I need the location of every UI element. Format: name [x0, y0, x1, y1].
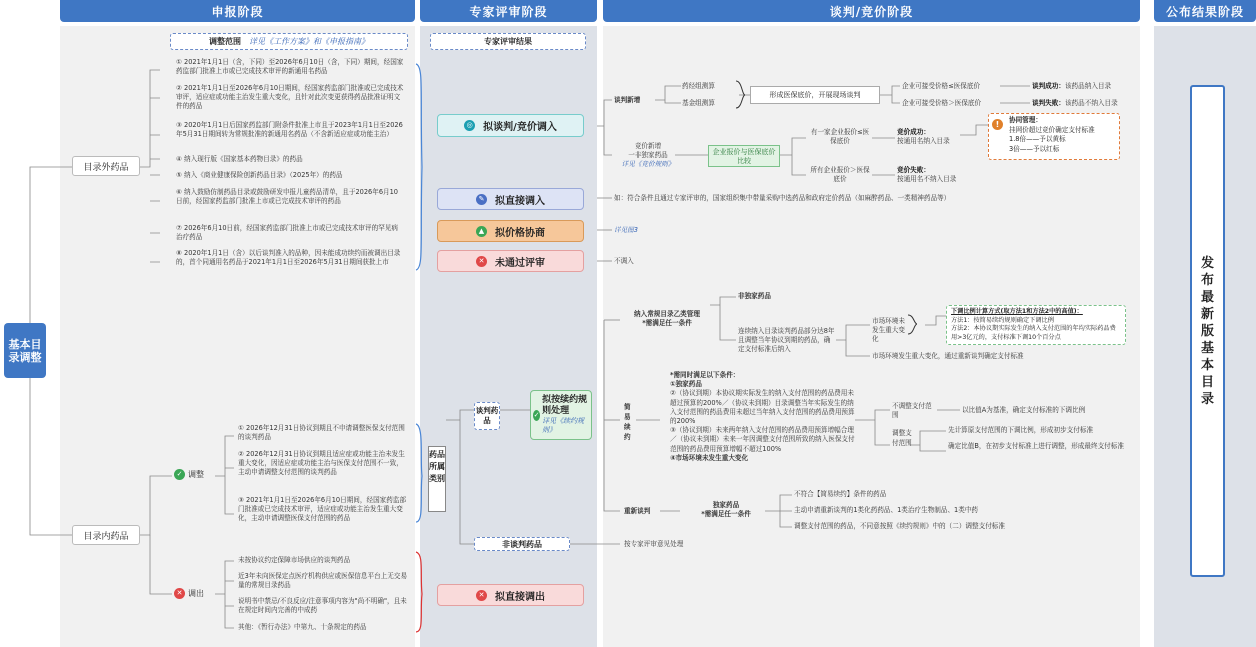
neg-drug-node: 谈判药品 [474, 402, 500, 430]
scope-box [170, 33, 408, 50]
new-negotiation: 谈判新增 [614, 96, 641, 104]
remove-item-4: 其他：《暂行办法》中第九、十条规定的药品 [238, 623, 367, 631]
out-item-8: ⑧ 2020年1月1日（含）以后谈判准入的品种，因未能成功续约而被调出目录的，首个同通用名药品于2021年1月1日至2026年5月31日期间获批上市 [176, 249, 401, 267]
direct-in-pill [437, 188, 584, 210]
non-neg-node: 非谈判药品 [474, 537, 570, 551]
adjust-node [174, 469, 204, 480]
price-gt: 企业可接受价格＞医保底价 [902, 99, 982, 107]
fail-label: 未通过评审 [495, 257, 545, 269]
fund-calc: 基金组测算 [682, 99, 715, 107]
adjust-text-2: 确定比值B，在初步支付标准上进行调整，形成最终支付标准 [948, 442, 1124, 450]
triangle-icon: ▲ [476, 226, 487, 237]
renew-ref: 详见《续约规则》 [542, 417, 585, 434]
re-neg-3: 调整支付范围的药品，不同意按照《续约规则》中的（二）调整支付标准 [794, 522, 1005, 530]
simple-1: ①独家药品 [670, 380, 702, 389]
direct-in-label: 拟直接调入 [495, 195, 545, 207]
coordination-1: 挂网价超过竞价确定支付标准 [1009, 125, 1095, 134]
price-le: 企业可接受价格≤医保底价 [902, 82, 981, 90]
check-icon: ✓ [533, 410, 540, 419]
simple-4: ④市场环境未发生重大变化 [670, 453, 749, 462]
formula-2: 方法2：本协议期实际发生的纳入支付范围的年均实际药品费用>3亿元的，支付标准下调10个百分点 [951, 325, 1116, 341]
remove-item-2: 近3年未向医保定点医疗机构供应或医保信息平台上无交易量的常规目录药品 [238, 572, 408, 590]
out-item-4: ④ 纳入现行版《国家基本药物目录》的药品 [176, 155, 303, 163]
compare-box: 企业报价与医保底价比较 [708, 145, 780, 167]
remove-item-3: 说明书中禁忌/不良反应/注意事项内容为"尚不明确"，且未在规定时间内完善的中成药 [238, 597, 407, 615]
re-neg-2: 主动申请重新谈判的1类化药药品、1类治疗生物制品、1类中药 [794, 506, 979, 514]
non-exclusive: 非独家药品 [738, 292, 771, 300]
out-item-1: ① 2021年1月1日（含，下同）至2026年6月10日（含，下同）期间，经国家药监部门批准上市或已完成技术审评的新通用名药品 [176, 58, 404, 76]
out-item-6: ⑥ 纳入鼓励仿制药品目录或鼓励研发申报儿童药品清单，且于2026年6月10日前，经国家药监部门批准上市或已完成技术审评的药品 [176, 188, 398, 206]
header-apply: 申报阶段 [60, 0, 415, 22]
header-review: 专家评审阶段 [420, 0, 597, 22]
all-gt: 所有企业报价＞医保底价 [810, 166, 870, 184]
adjust-text-1: 先计算原支付范围的下调比例，形成初步支付标准 [948, 426, 1094, 434]
negotiation-fail: 谈判失败：该药品不纳入目录 [1032, 99, 1118, 107]
renew-label: 拟按续约规则处理 [542, 395, 588, 416]
publish-box [1190, 85, 1225, 577]
formula-1: 方法1：按简易续约规则确定下调比例 [951, 316, 1054, 324]
adjust-label: 调整 [188, 470, 204, 479]
no-adjust-scope: 不调整支付范围 [892, 402, 932, 420]
adjust-item-2: ② 2026年12月31日协议到期且适应症或功能主治未发生重大变化，因适应症或功能主治与医保支付范围不一致，主动申请调整支付范围的谈判药品 [238, 450, 405, 477]
adjust-item-1: ① 2026年12月31日协议到期且不申请调整医保支付范围的谈判药品 [238, 424, 405, 442]
simple-renew: 简易续约 [624, 403, 631, 441]
simple-3: ③（协议到期）未来两年纳入支付范围的药品费用预算增幅合理／（协议未到期）未来一年因调整支付范围所致的纳入医保支付范围的药品费用预算增幅不超过100% [670, 426, 855, 453]
negotiate-in-pill [437, 114, 584, 137]
check-icon: ✓ [174, 469, 185, 480]
out-item-2: ② 2021年1月1日至2026年6月10日期间，经国家药监部门批准或已完成技术审评，适应症或功能主治发生重大变化，且针对此次变更获得药品批准证明文件的药品 [176, 84, 404, 111]
out-item-3: ③ 2020年1月1日后国家药监部门附条件批准上市且于2023年1月1日至2026年5月31日期间转为常规批准的新通用名药品（不含新适应症或功能主治） [176, 121, 403, 139]
pharma-calc: 药经组测算 [682, 82, 715, 90]
direct-out-pill [437, 584, 584, 606]
out-item-5: ⑤ 纳入《商业健康保险创新药品目录》（2025年）的药品 [176, 171, 343, 179]
coordination-3: 3倍——予以红标 [1009, 144, 1060, 153]
scope-detail: 详见《工作方案》和《申报指南》 [249, 37, 369, 46]
header-negotiate: 谈判/竞价阶段 [603, 0, 1140, 22]
adjust-scope: 调整支付范围 [892, 429, 912, 447]
cross-icon: ✕ [476, 590, 487, 601]
out-item-7: ⑦ 2026年6月10日前，经国家药监部门批准上市或已完成技术审评的罕见病治疗药品 [176, 224, 398, 242]
re-neg-1: 不符合【简易续约】条件的药品 [794, 490, 887, 498]
direct-in-note: 如：符合条件且通过专家评审的，国家组织集中带量采购中选药品和政府定价药品（如麻醉药品、一类精神药品等） [614, 194, 951, 202]
env-changed: 市场环境发生重大变化，通过重新谈判确定支付标准 [872, 352, 1024, 360]
fail-note: 不调入 [614, 257, 634, 265]
one-le: 有一家企业报价≤医保底价 [810, 128, 870, 146]
category-node: 药品所属类别 [428, 446, 446, 512]
price-pill [437, 220, 584, 242]
simple-conditions [670, 371, 855, 463]
remove-node [174, 588, 204, 599]
non-neg-note: 按专家评审意见处理 [624, 540, 684, 548]
re-negotiate: 重新谈判 [624, 507, 651, 515]
simple-req: *需同时满足以下条件： [670, 371, 740, 379]
formula-box [946, 305, 1126, 345]
form-price-box: 形成医保底价，开展现场谈判 [750, 86, 880, 104]
no-adjust-text: 以比值A为基准，确定支付标准的下调比例 [962, 406, 1086, 414]
alert-icon: ! [992, 119, 1003, 130]
out-of-list-drugs: 目录外药品 [72, 156, 140, 176]
renew-node [530, 390, 592, 440]
header-publish: 公布结果阶段 [1154, 0, 1256, 22]
bid-fail: 竞价失败： 按通用名不纳入目录 [897, 166, 957, 184]
root-node: 基本目录调整 [4, 323, 46, 378]
bid-success: 竞价成功： 按通用名纳入目录 [897, 128, 950, 146]
publish-text: 发布最新版基本目录 [1200, 255, 1214, 407]
scope-label: 调整范围 [209, 37, 241, 46]
formula-title: 下调比例计算方式(取方法1和方法2中的高值)： [951, 308, 1083, 315]
coordination-box [988, 113, 1120, 160]
target-icon: ◎ [464, 120, 475, 131]
routine-node: 纳入常规目录乙类管理 *需满足任一条件 [634, 310, 700, 328]
adjust-item-3: ③ 2021年1月1日至2026年6月10日期间，经国家药监部门批准或已完成技术审评，适应症或功能主治发生重大变化，主动申请调整医保支付范围的药品 [238, 496, 407, 523]
simple-2: ②（协议到期）本协议期实际发生的纳入支付范围的药品费用未超过预算的200%／（协议未到期）目录调整当年实际发生的纳入支付范围的药品费用未超过当年纳入支付范围的药品费用预算的200% [670, 389, 855, 426]
coordination-title: 协同管理： [1009, 116, 1042, 124]
env-unchanged: 市场环境未发生重大变化 [872, 317, 905, 344]
direct-out-label: 拟直接调出 [495, 591, 545, 603]
coordination-2: 1.8倍——予以黄标 [1009, 135, 1066, 143]
in-list-drugs: 目录内药品 [72, 525, 140, 545]
fail-pill [437, 250, 584, 272]
exclusive-node: 独家药品 *需满足任一条件 [701, 501, 751, 519]
cross-icon: ✕ [476, 256, 487, 267]
bid-new: 竞价新增 一非独家药品 详见《竞价规则》 [621, 142, 675, 169]
cross-icon: ✕ [174, 588, 185, 599]
price-label: 拟价格协商 [495, 227, 545, 239]
review-result-title: 专家评审结果 [430, 33, 586, 50]
negotiate-in-label: 拟谈判/竞价调入 [483, 122, 557, 133]
negotiation-success: 谈判成功：该药品纳入目录 [1032, 82, 1112, 90]
edit-icon: ✎ [476, 194, 487, 205]
remove-label: 调出 [188, 589, 204, 598]
price-ref: 详见图3 [614, 226, 638, 234]
remove-item-1: 未按协议约定保障市场供应的谈判药品 [238, 556, 351, 564]
continuous: 连续纳入目录谈判药品部分达8年且调整当年协议到期的药品，确定支付标准后纳入 [738, 327, 835, 354]
